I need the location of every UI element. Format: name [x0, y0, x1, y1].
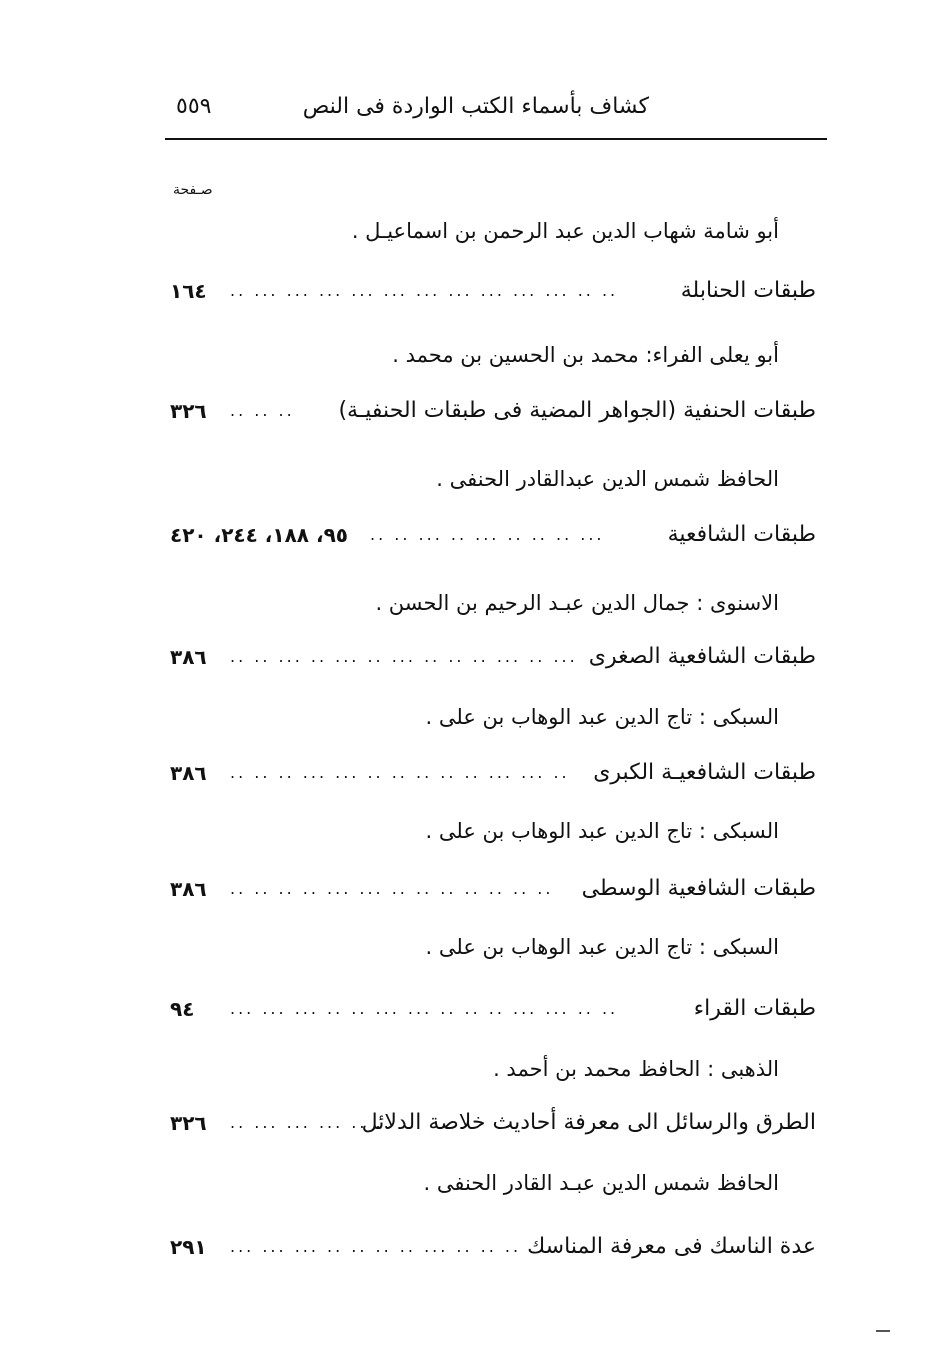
page-number: ٥٥٩	[176, 94, 212, 119]
index-entry	[170, 1232, 816, 1262]
book-title: عدة الناسك فى معرفة المناسك	[527, 1234, 816, 1259]
page-references: ٢٩١	[170, 1235, 207, 1259]
author-line: أبو شامة شهاب الدين عبد الرحمن بن اسماعيـل .	[351, 219, 779, 243]
book-title: طبقات الشافعيـة الكبرى	[593, 760, 816, 785]
author-line: السبكى : تاج الدين عبد الوهاب بن على .	[425, 935, 779, 959]
book-title: طبقات الحنفية (الجواهر المضية فى طبقات الحنفيـة)	[338, 398, 816, 423]
book-title: طبقات الشافعية	[667, 522, 816, 547]
page-column-heading: صـفحة	[173, 182, 213, 198]
index-entry	[170, 520, 816, 550]
leader-dots: .. .. .. ... .. .. .. .. ... ... ...	[230, 1237, 522, 1256]
page-references: ٣٨٦	[170, 645, 207, 669]
running-header-title: كشاف بأسماء الكتب الواردة فى النص	[302, 94, 649, 119]
author-line: الحافظ شمس الدين عبدالقادر الحنفى .	[436, 467, 779, 491]
page-references: ٣٢٦	[170, 399, 207, 423]
page-references: ٣٨٦	[170, 761, 207, 785]
page-references: ٣٨٦	[170, 877, 207, 901]
book-title: طبقات الحنابلة	[680, 278, 816, 303]
scan-speck	[876, 1330, 890, 1332]
page-references: ٣٢٦	[170, 1111, 207, 1135]
index-entry	[170, 758, 816, 788]
book-title: طبقات الشافعية الوسطى	[581, 876, 816, 901]
header-rule	[165, 138, 827, 140]
index-entry	[170, 994, 816, 1024]
index-entry	[170, 1108, 816, 1138]
author-line: الذهبى : الحافظ محمد بن أحمد .	[493, 1057, 779, 1081]
index-entry	[170, 874, 816, 904]
index-entry	[170, 396, 816, 426]
author-line: الاسنوى : جمال الدين عبـد الرحيم بن الحسن .	[375, 591, 779, 615]
leader-dots: .. .. ... ... ... ..	[230, 1113, 392, 1132]
book-title: طبقات القراء	[693, 996, 816, 1021]
leader-dots: .. .. ... ... .. .. .. ... ... .. .. ... ... ...	[230, 999, 619, 1018]
book-title: طبقات الشافعية الصغرى	[588, 644, 816, 669]
page-references: ١٦٤	[170, 279, 207, 303]
leader-dots: ... .. .. .. ... .. ... .. ..	[370, 525, 605, 544]
leader-dots: .. .. ... ... ... ... ... ... ... ... ... ... ..	[230, 281, 619, 300]
leader-dots: .. .. ..	[230, 401, 295, 420]
page-references: ٩٥، ١٨٨، ٢٤٤، ٤٢٠	[170, 523, 348, 547]
author-line: أبو يعلى الفراء: محمد بن الحسين بن محمد .	[392, 343, 779, 367]
leader-dots: .. .. .. .. .. .. .. ... ... .. .. .. ..	[230, 879, 554, 898]
leader-dots: .. ... ... .. .. .. .. .. ... ... .. .. ..	[230, 763, 570, 782]
author-line: السبكى : تاج الدين عبد الوهاب بن على .	[425, 819, 779, 843]
index-entry	[170, 276, 816, 306]
leader-dots: ... .. ... .. .. .. ... .. ... .. ... .. ..	[230, 647, 578, 666]
book-title: الطرق والرسائل الى معرفة أحاديث خلاصة الدلائل	[361, 1110, 816, 1135]
author-line: السبكى : تاج الدين عبد الوهاب بن على .	[425, 705, 779, 729]
index-entry	[170, 642, 816, 672]
author-line: الحافظ شمس الدين عبـد القادر الحنفى .	[423, 1171, 779, 1195]
page-references: ٩٤	[170, 997, 195, 1021]
